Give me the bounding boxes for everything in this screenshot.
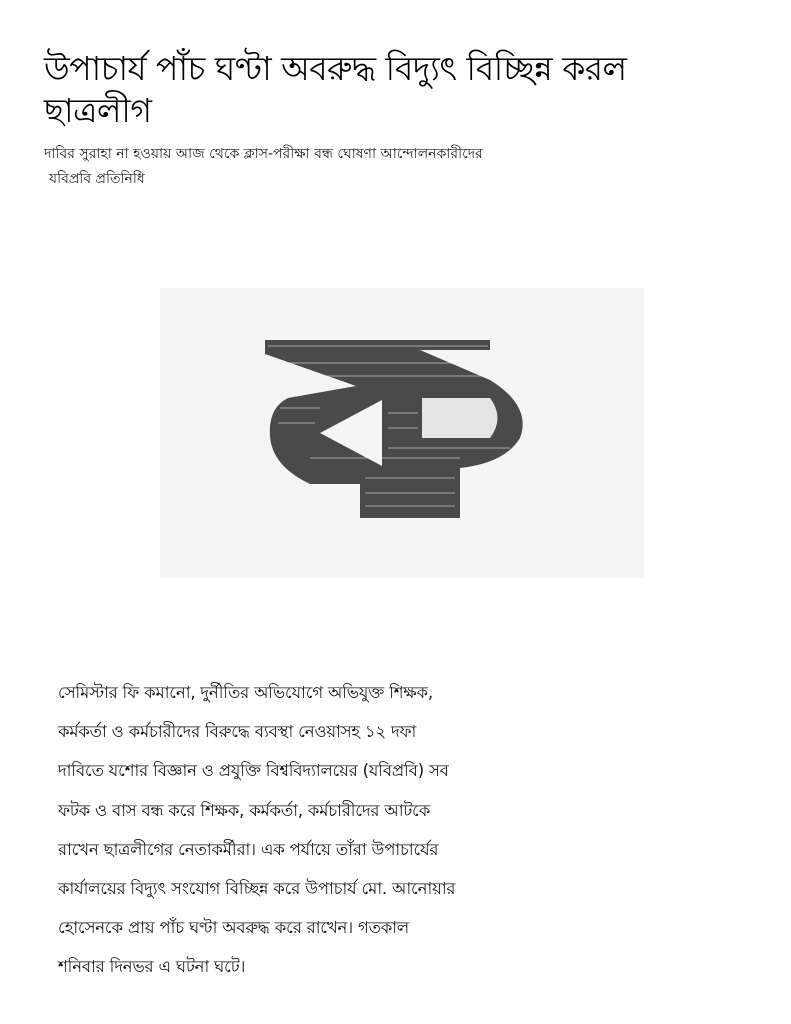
subhead-text: দাবির সুরাহা না হওয়ায় আজ থেকে ক্লাস-পরীক্ষা বন্ধ ঘোষণা আন্দোলনকারীদের (44, 146, 483, 162)
prothom-alo-logo-placeholder (160, 288, 644, 578)
article-image (160, 288, 644, 578)
article-headline: উপাচার্য পাঁচ ঘণ্টা অবরুদ্ধ বিদ্যুৎ বিচ্ছিন্ন করল ছাত্রলীগ (44, 49, 627, 130)
article-body (58, 673, 528, 987)
body-line: রাখেন ছাত্রলীগের নেতাকর্মীরা। এক পর্যায়ে তাঁরা উপাচার্যের (58, 839, 439, 859)
body-line: সেমিস্টার ফি কমানো, দুর্নীতির অভিযোগে অভিযুক্ত শিক্ষক, (58, 683, 433, 702)
body-line: হোসেনকে প্রায় পাঁচ ঘণ্টা অবরুদ্ধ করে রাখেন। গতকাল (58, 918, 409, 938)
article-subhead (44, 142, 604, 192)
body-line: শনিবার দিনভর এ ঘটনা ঘটে। (58, 957, 246, 977)
body-line: কর্মকর্তা ও কর্মচারীদের বিরুদ্ধে ব্যবস্থা নেওয়াসহ ১২ দফা (58, 722, 417, 742)
body-line: ফটক ও বাস বন্ধ করে শিক্ষক, কর্মকর্তা, কর্মচারীদের আটকে (58, 800, 431, 820)
body-line: দাবিতে যশোর বিজ্ঞান ও প্রযুক্তি বিশ্ববিদ্যালয়ের (যবিপ্রবি) সব (58, 761, 449, 781)
body-line: কার্যালয়ের বিদ্যুৎ সংযোগ বিচ্ছিন্ন করে উপাচার্য মো. আনোয়ার (58, 879, 456, 899)
byline: যবিপ্রবি প্রতিনিধি (49, 171, 145, 187)
